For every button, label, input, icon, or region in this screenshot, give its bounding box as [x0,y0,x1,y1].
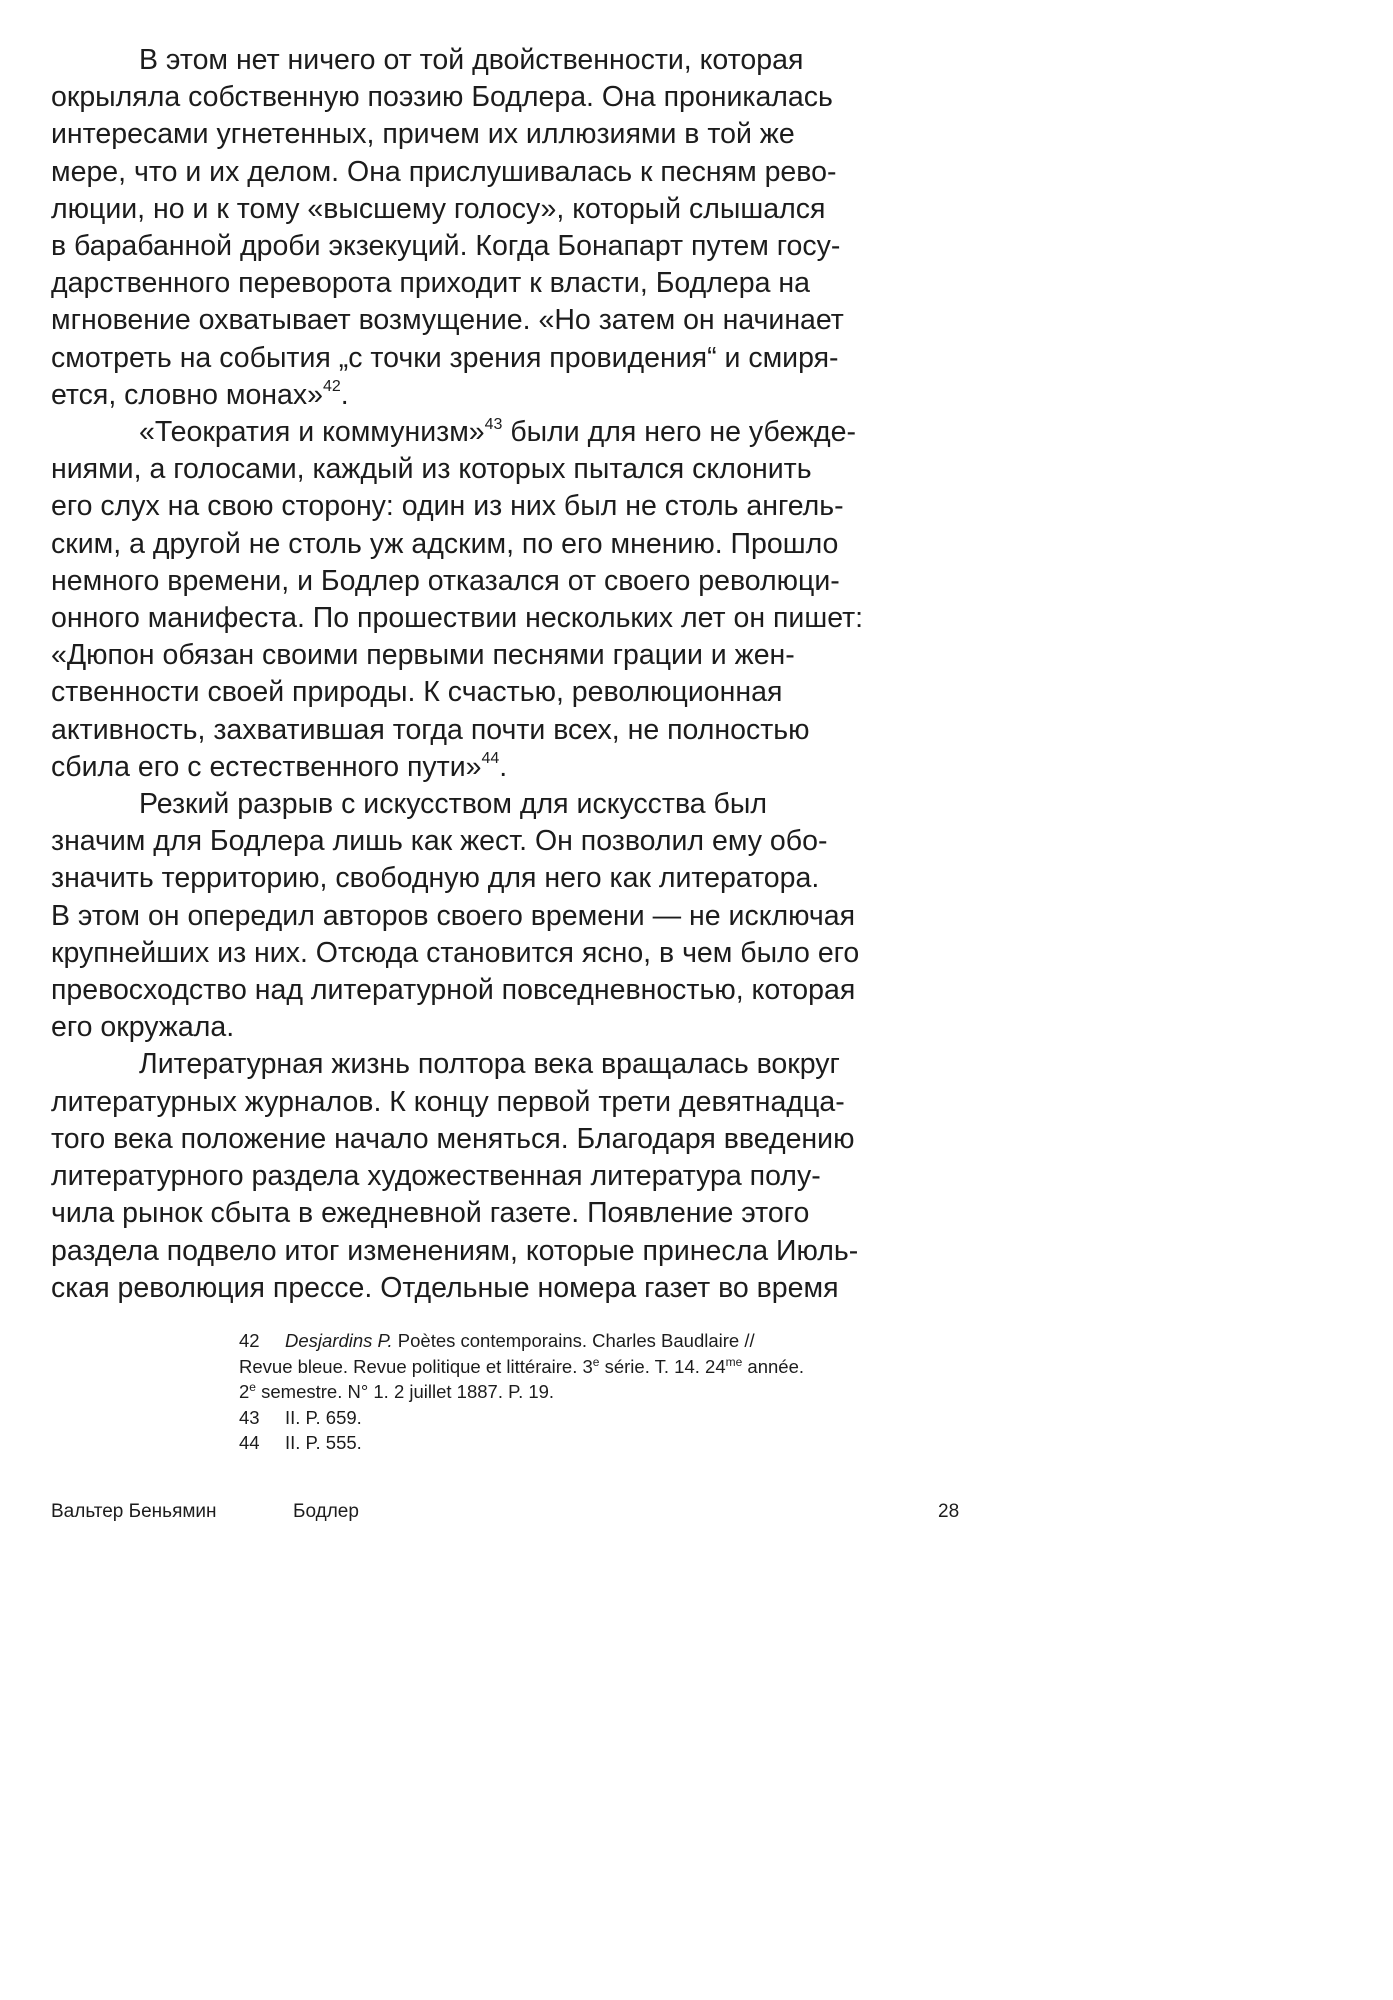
text-line: ская революция прессе. Отдельные номера газет во время [51,1271,839,1304]
punctuation: . [499,750,508,783]
footnote-text: Poètes contemporains. Charles Baudlaire // [392,1330,755,1351]
text-line: Резкий разрыв с искусством для искусства был [139,788,767,821]
footnote-number: 43 [239,1406,260,1428]
footnote-42-line [239,1379,959,1405]
footnote-text: II. P. 659. [285,1406,362,1428]
footnotes [239,1328,959,1456]
text-line: онного манифеста. По прошествии нескольких лет он пишет: [51,602,864,635]
page-number: 28 [938,1501,960,1522]
text-line: раздела подвело итог изменениям, которые принесла Июль- [51,1234,859,1267]
text-line: значить территорию, свободную для него как литератора. [51,862,820,895]
footnote-42-line [239,1354,959,1380]
text-fragment: «Теократия и коммунизм» [139,416,485,449]
footnote-text: semestre. N° 1. 2 juillet 1887. P. 19. [255,1381,555,1402]
footnote-superscript: me [725,1354,743,1369]
footnote-ref-42[interactable]: 42 [323,378,341,396]
footnote-ref-43[interactable]: 43 [484,415,503,433]
text-line: смотреть на события „с точки зрения провидения“ и смиря- [51,341,839,374]
text-line: интересами угнетенных, причем их иллюзиями в той же [51,118,795,151]
text-line: того века положение начало меняться. Благодаря введению [51,1122,855,1155]
text-line: мгновение охватывает возмущение. «Но затем он начинает [51,304,844,337]
footnote-43 [239,1405,959,1431]
text-line: немного времени, и Бодлер отказался от своего революци- [51,564,840,597]
text-line: В этом нет ничего от той двойственности, которая [139,44,804,76]
body-text [51,42,961,1307]
text-line: люции, но и к тому «высшему голосу», который слышался [51,192,826,225]
text-line: литературных журналов. К концу первой трети девятнадца- [51,1085,845,1118]
text-line [51,749,961,786]
footnote-text: série. T. 14. 24 [599,1355,726,1377]
running-footer-title: Бодлер [293,1501,359,1522]
text-fragment: были для него не убежде- [502,416,857,449]
footnote-text: Revue bleue. Revue politique et littéraire. 3 [239,1355,593,1377]
text-line: мере, что и их делом. Она прислушивалась к песням рево- [51,155,837,188]
text-line: значим для Бодлера лишь как жест. Он позволил ему обо- [51,825,828,858]
text-line: ским, а другой не столь уж адским, по его мнению. Прошло [51,527,839,560]
text-line [51,377,961,414]
running-footer-author: Вальтер Беньямин [51,1501,217,1522]
punctuation: . [340,378,349,411]
text-line: Литературная жизнь полтора века вращалась вокруг [139,1048,840,1081]
text-line: В этом он опередил авторов своего времени — не исключая [51,899,856,932]
footnote-number: 44 [239,1432,260,1453]
text-line: крупнейших из них. Отсюда становится ясно, в чем было его [51,936,860,969]
footnote-text: 2 [239,1381,250,1402]
footnote-42-line [239,1328,959,1354]
footnote-text: II. P. 555. [285,1432,362,1453]
footnote-number: 42 [239,1330,260,1351]
text-line: активность, захватившая тогда почти всех, не полностью [51,713,810,746]
footnote-text: année. [742,1355,805,1377]
text-line: дарственного переворота приходит к власти, Бодлера на [51,267,810,300]
text-fragment: ется, словно монах» [51,378,323,411]
text-line: его окружала. [51,1011,235,1044]
text-line: ственности своей природы. К счастью, революционная [51,676,783,709]
footnote-superscript: e [249,1379,256,1394]
text-line: «Дюпон обязан своими первыми песнями грации и жен- [51,639,795,672]
footnote-author: Desjardins P. [285,1330,393,1351]
text-line: ниями, а голосами, каждый из которых пытался склонить [51,453,812,486]
footnote-44 [239,1430,959,1456]
text-line: в барабанной дроби экзекуций. Когда Бонапарт путем госу- [51,230,841,263]
footnote-ref-44[interactable]: 44 [481,750,500,768]
footnote-superscript: e [592,1354,600,1369]
text-line [51,414,961,451]
text-line: превосходство над литературной повседневностью, которая [51,974,856,1007]
text-line: его слух на свою сторону: один из них был не столь ангель- [51,490,844,523]
text-line: чила рынок сбыта в ежедневной газете. Появление этого [51,1197,810,1230]
text-line: литературного раздела художественная литература полу- [51,1160,821,1193]
text-fragment: сбила его с естественного пути» [51,750,482,783]
text-line: окрыляла собственную поэзию Бодлера. Она проникалась [51,81,833,114]
